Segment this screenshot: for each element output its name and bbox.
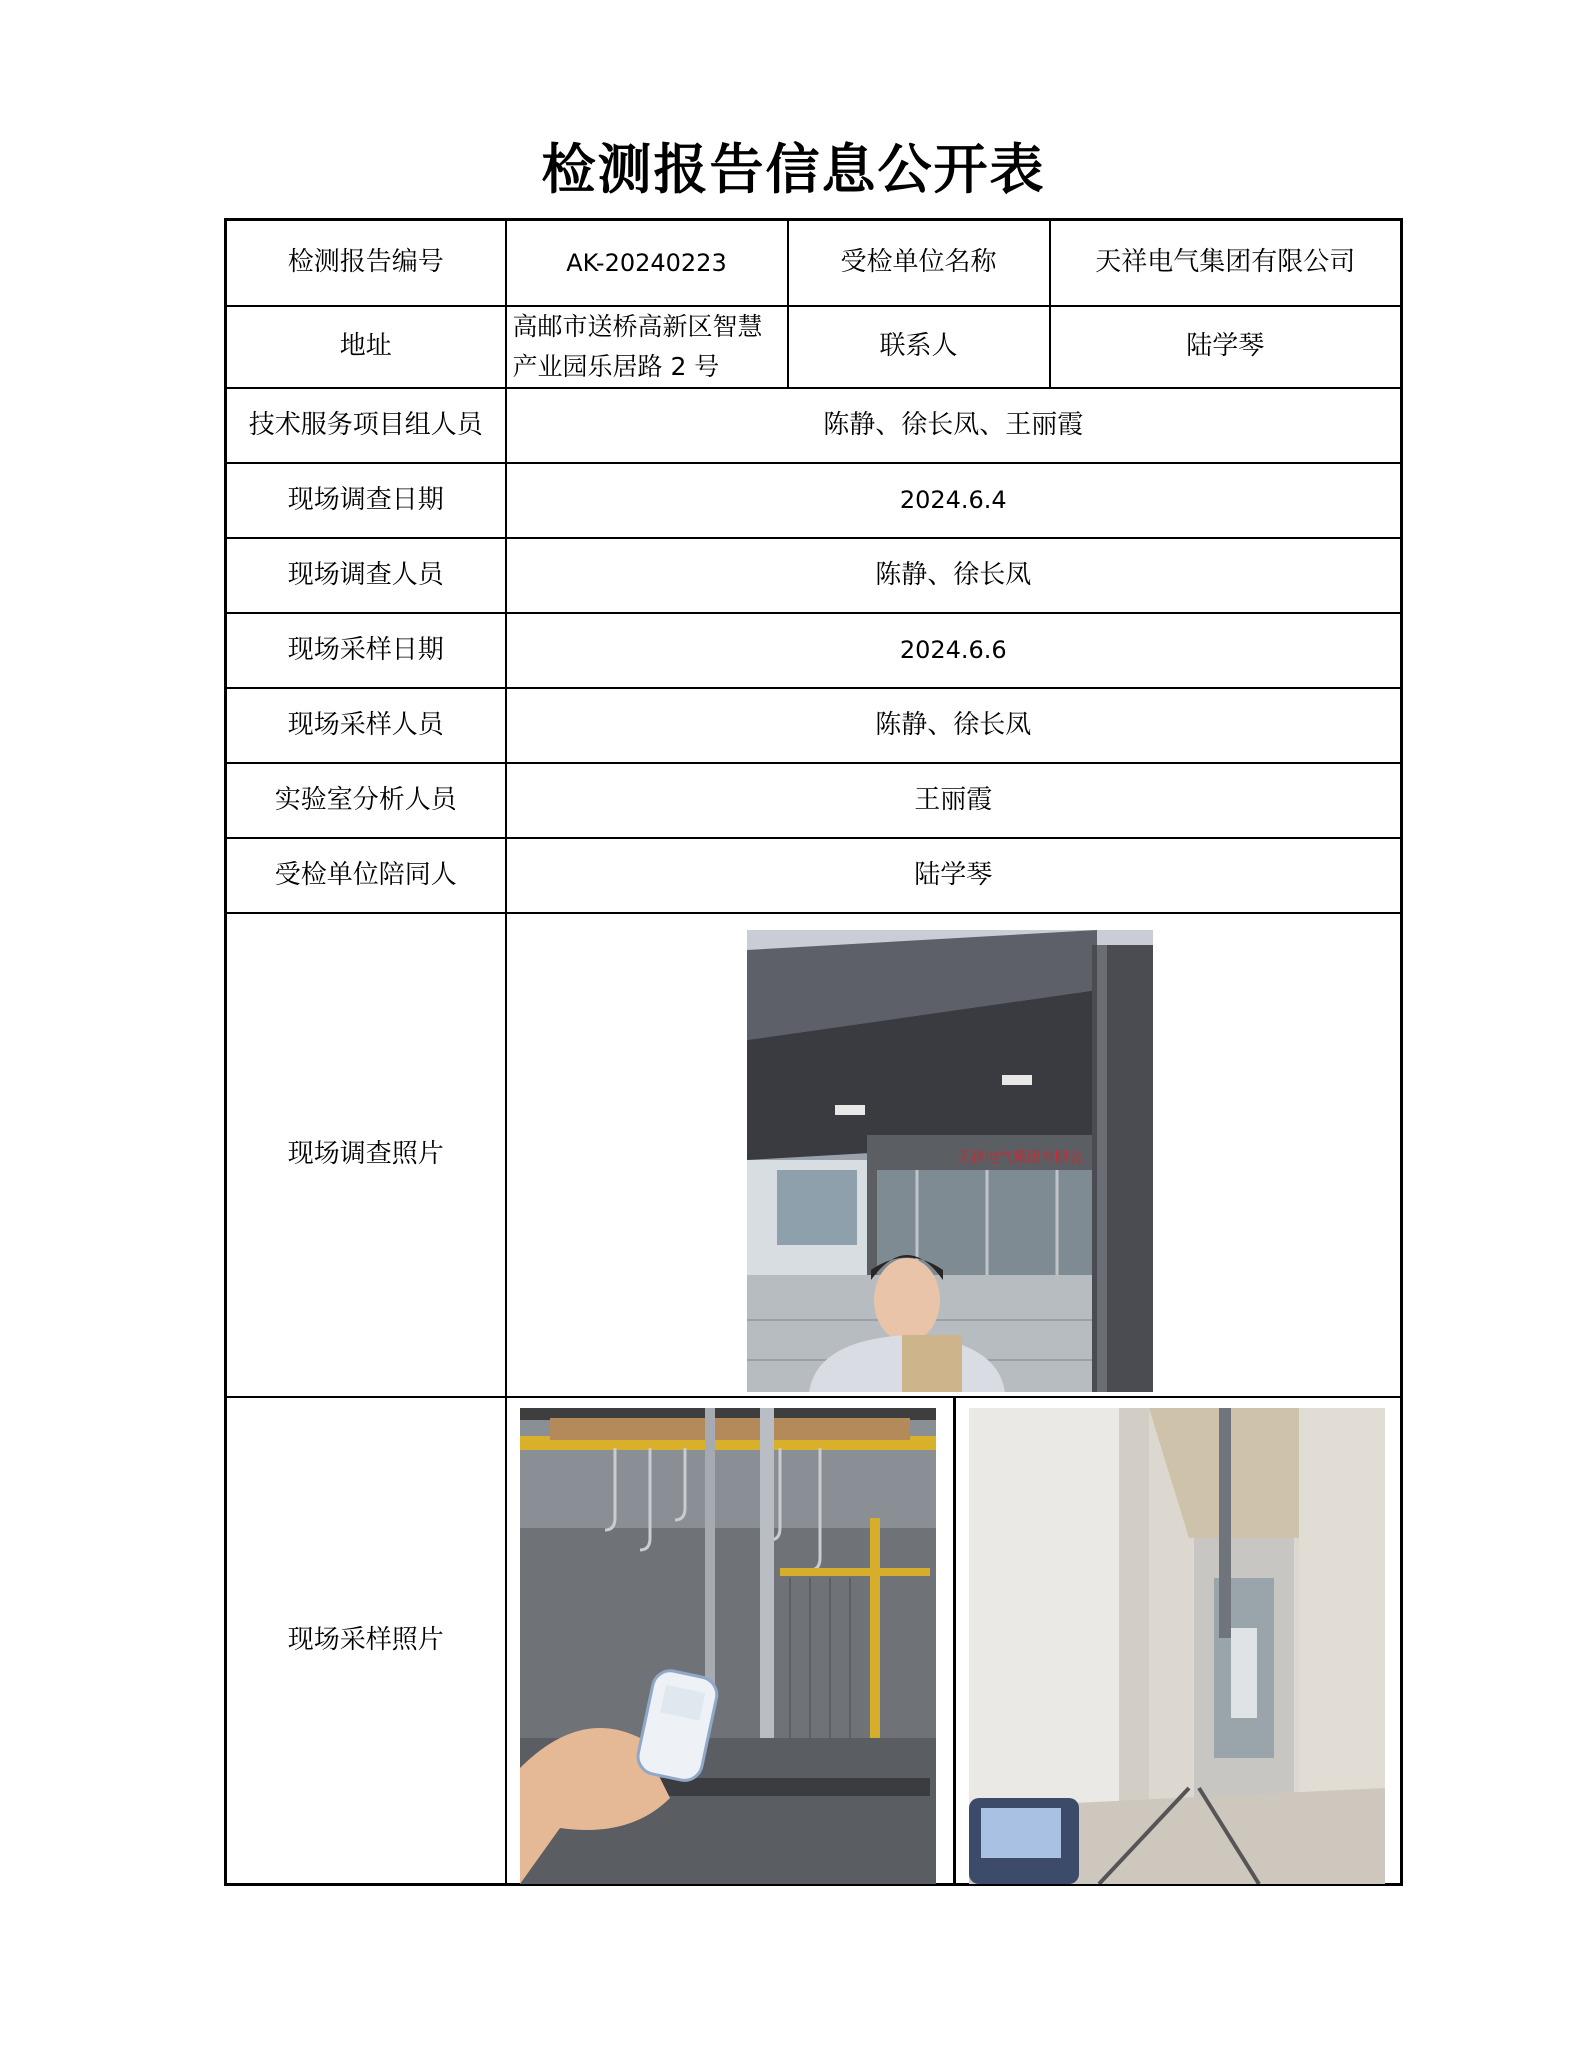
table-row xyxy=(226,688,1402,763)
report-table xyxy=(224,218,1403,1886)
value-survey-staff: 陈静、徐长凤 xyxy=(506,538,1402,613)
table-row xyxy=(226,388,1402,463)
value-team: 陈静、徐长凤、王丽霞 xyxy=(506,388,1402,463)
label-contact: 联系人 xyxy=(788,306,1050,388)
table-row xyxy=(226,838,1402,913)
table-row xyxy=(226,913,1402,1397)
label-survey-date: 现场调查日期 xyxy=(226,463,506,538)
label-unit: 受检单位名称 xyxy=(788,220,1050,306)
label-address: 地址 xyxy=(226,306,506,388)
page-title: 检测报告信息公开表 xyxy=(541,138,1046,201)
value-survey-date: 2024.6.4 xyxy=(506,463,1402,538)
survey-photo-cell xyxy=(506,913,1402,1397)
label-survey-staff: 现场调查人员 xyxy=(226,538,506,613)
label-escort: 受检单位陪同人 xyxy=(226,838,506,913)
label-sampling-staff: 现场采样人员 xyxy=(226,688,506,763)
photo-divider xyxy=(953,1398,956,1884)
label-sampling-photo: 现场采样照片 xyxy=(226,1397,506,1885)
table-row xyxy=(226,613,1402,688)
label-lab-staff: 实验室分析人员 xyxy=(226,763,506,838)
table-row xyxy=(226,1397,1402,1885)
value-sampling-date: 2024.6.6 xyxy=(506,613,1402,688)
value-contact: 陆学琴 xyxy=(1050,306,1402,388)
survey-photo xyxy=(747,930,1153,1392)
value-report-no: AK-20240223 xyxy=(506,220,788,306)
label-team: 技术服务项目组人员 xyxy=(226,388,506,463)
value-address: 高邮市送桥高新区智慧产业园乐居路 2 号 xyxy=(506,306,788,388)
label-sampling-date: 现场采样日期 xyxy=(226,613,506,688)
label-survey-photo: 现场调查照片 xyxy=(226,913,506,1397)
sampling-photo-left xyxy=(520,1408,936,1884)
table-row xyxy=(226,538,1402,613)
value-lab-staff: 王丽霞 xyxy=(506,763,1402,838)
table-row xyxy=(226,220,1402,306)
value-sampling-staff: 陈静、徐长凤 xyxy=(506,688,1402,763)
value-escort: 陆学琴 xyxy=(506,838,1402,913)
label-report-no: 检测报告编号 xyxy=(226,220,506,306)
sign-text: 天祥电气集团有限公 xyxy=(956,1149,1083,1166)
value-unit: 天祥电气集团有限公司 xyxy=(1050,220,1402,306)
table-row xyxy=(226,306,1402,388)
sampling-photo-right xyxy=(969,1408,1385,1884)
table-row xyxy=(226,763,1402,838)
table-row xyxy=(226,463,1402,538)
sampling-photo-cell xyxy=(506,1397,1402,1885)
